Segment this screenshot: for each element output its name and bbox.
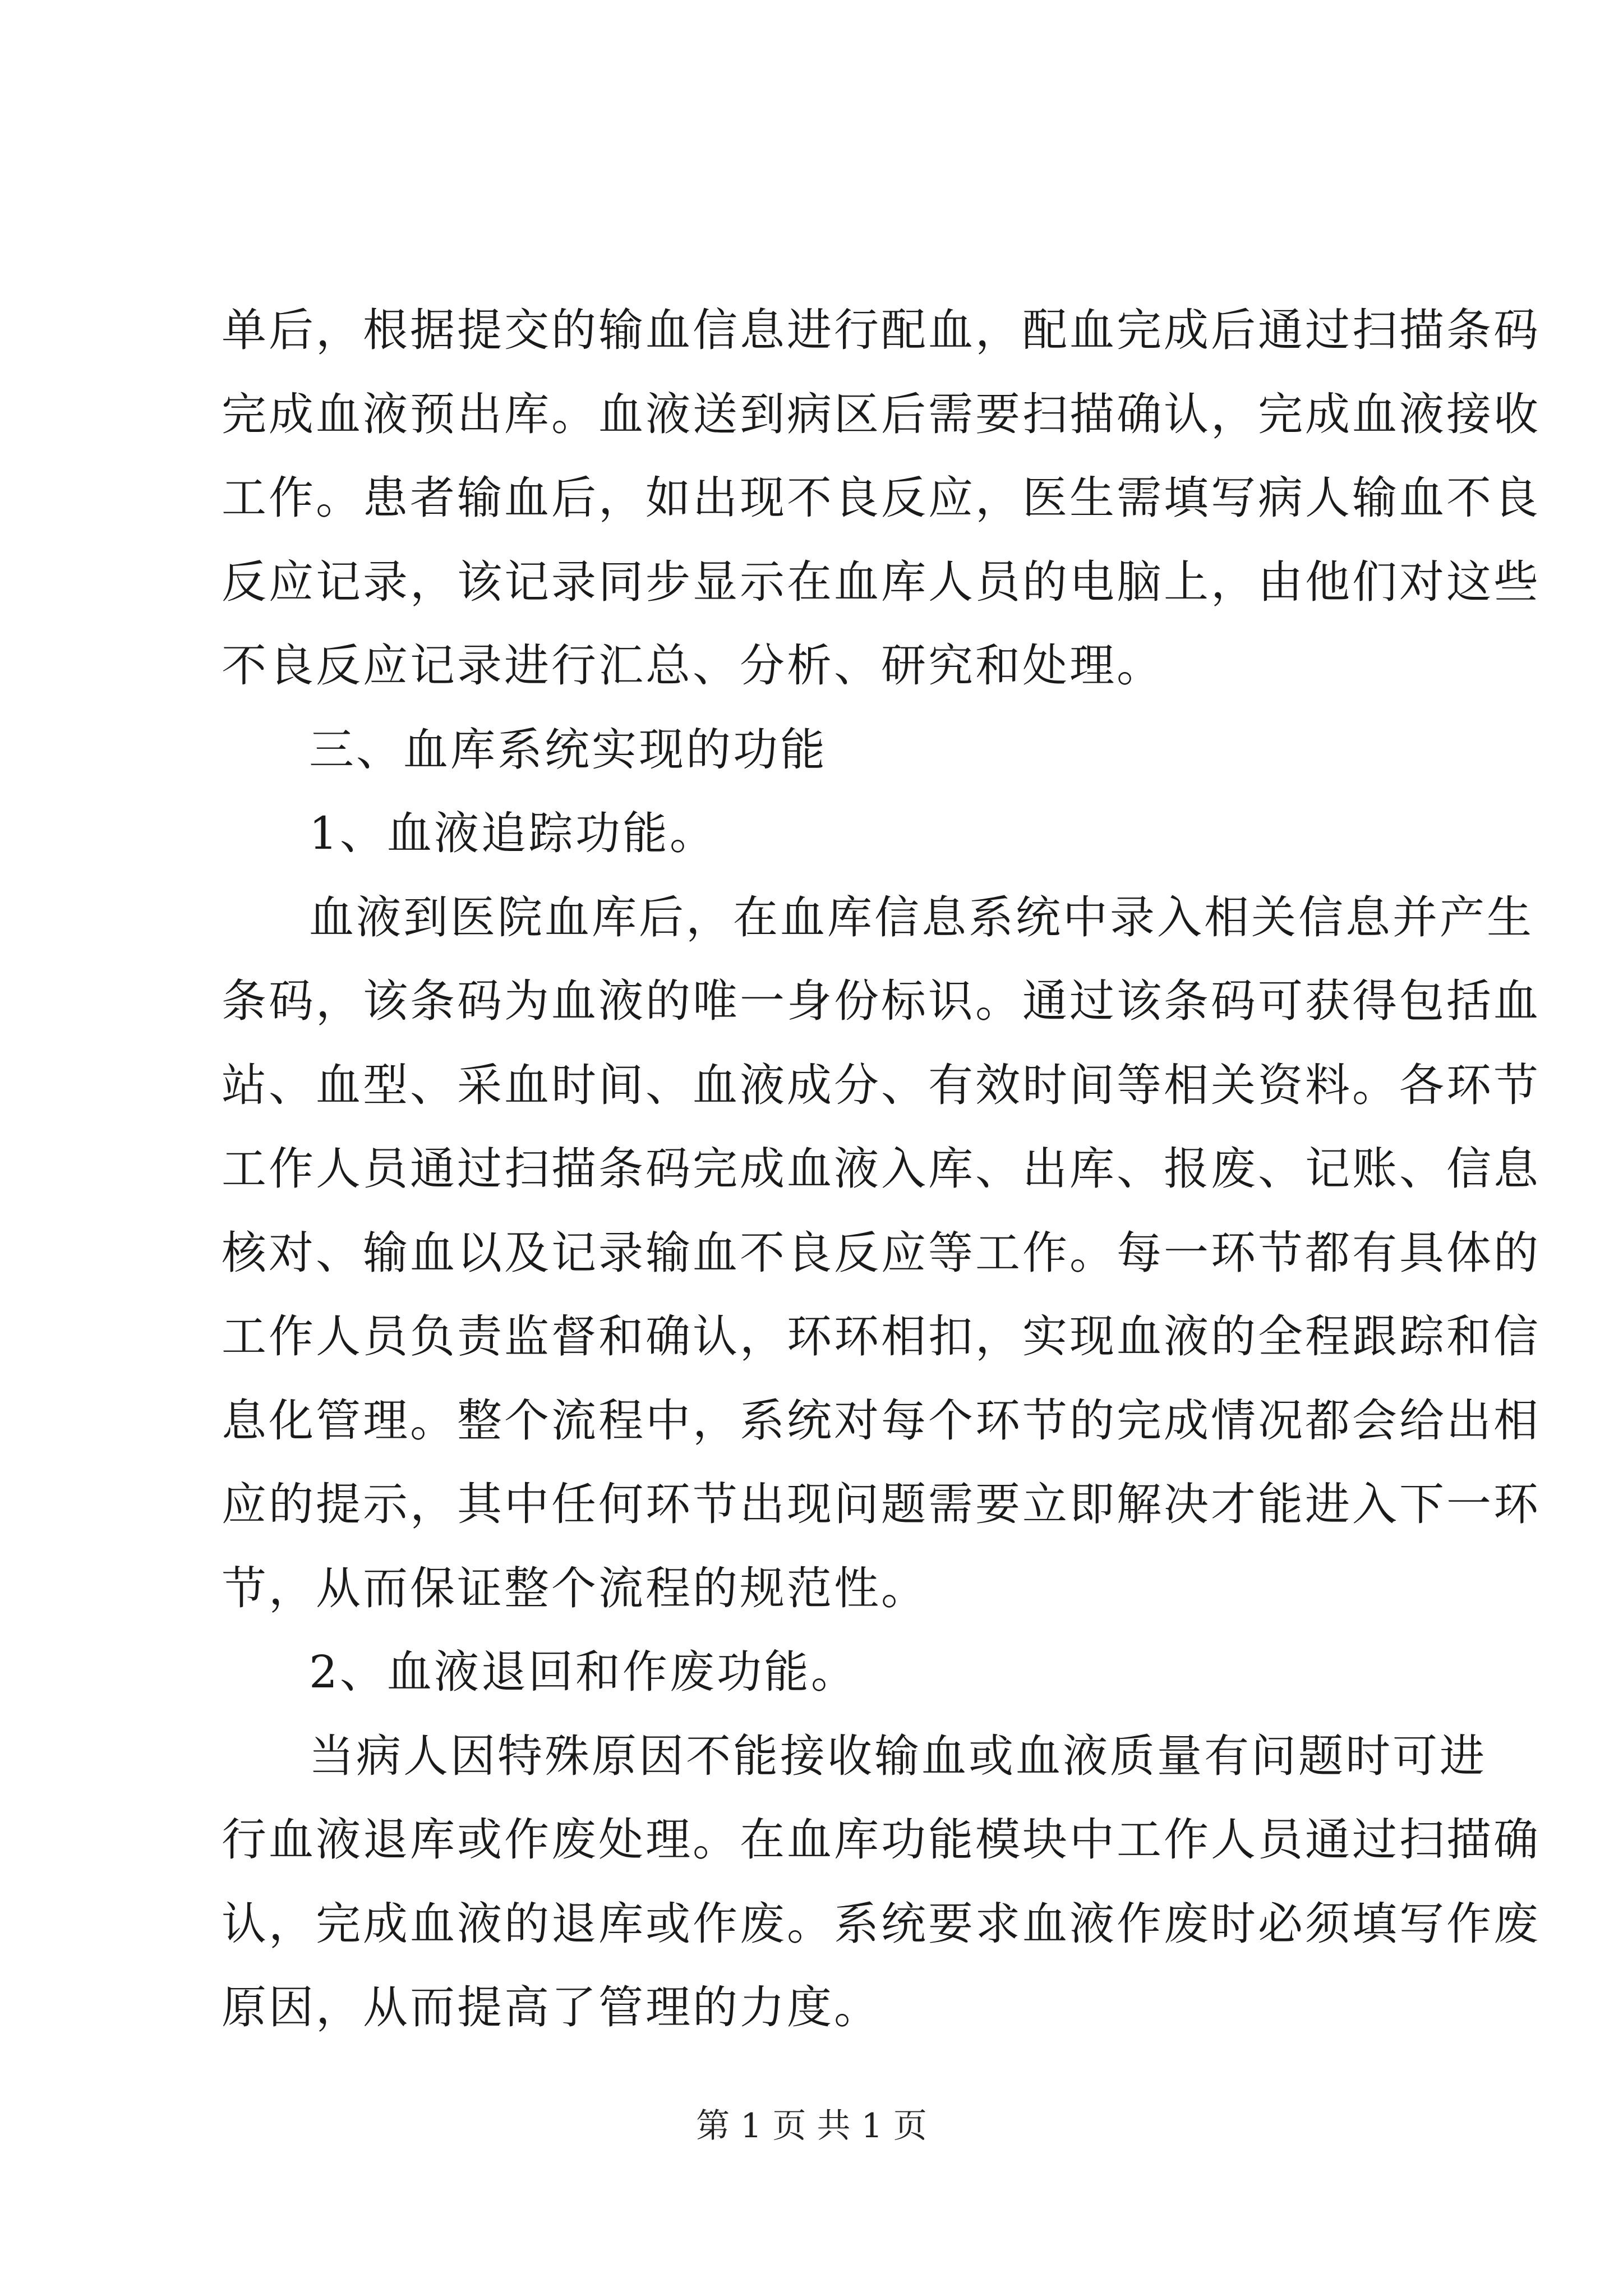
subsection-heading: 1、血液追踪功能。 [309,807,717,859]
body-text-line: 条码，该条码为血液的唯一身份标识。通过该条码可获得包括血 [222,975,1541,1027]
body-text-line: 节，从而保证整个流程的规范性。 [222,1562,928,1614]
body-text-line: 原因，从而提高了管理的力度。 [222,1981,881,2033]
body-text-line: 核对、输血以及记录输血不良反应等工作。每一环节都有具体的 [222,1227,1541,1279]
page-footer: 第 1 页 共 1 页 [696,2106,927,2146]
body-text-line: 不良反应记录进行汇总、分析、研究和处理。 [222,639,1164,692]
body-text-line: 认，完成血液的退库或作废。系统要求血液作废时必须填写作废 [222,1898,1541,1950]
body-text-line: 行血液退库或作废处理。在血库功能模块中工作人员通过扫描确 [222,1814,1541,1866]
body-text-line: 站、血型、采血时间、血液成分、有效时间等相关资料。各环节 [222,1059,1541,1111]
body-text-line: 工作人员通过扫描条码完成血液入库、出库、报废、记账、信息 [222,1143,1541,1195]
subsection-heading: 2、血液退回和作废功能。 [309,1646,858,1698]
body-text-line: 工作人员负责监督和确认，环环相扣，实现血液的全程跟踪和信 [222,1310,1541,1363]
body-text-line: 血液到医院血库后，在血库信息系统中录入相关信息并产生 [309,891,1534,944]
body-text-line: 当病人因特殊原因不能接收输血或血液质量有问题时可进 [309,1730,1487,1782]
body-text-line: 息化管理。整个流程中，系统对每个环节的完成情况都会给出相 [222,1395,1541,1447]
body-text-line: 工作。患者输血后，如出现不良反应，医生需填写病人输血不良 [222,472,1541,524]
body-text-line: 反应记录，该记录同步显示在血库人员的电脑上，由他们对这些 [222,556,1541,608]
section-heading: 三、血库系统实现的功能 [309,724,827,776]
body-text-line: 应的提示，其中任何环节出现问题需要立即解决才能进入下一环 [222,1478,1541,1530]
body-text-line: 单后，根据提交的输血信息进行配血，配血完成后通过扫描条码 [222,304,1541,356]
body-text-line: 完成血液预出库。血液送到病区后需要扫描确认，完成血液接收 [222,388,1541,440]
